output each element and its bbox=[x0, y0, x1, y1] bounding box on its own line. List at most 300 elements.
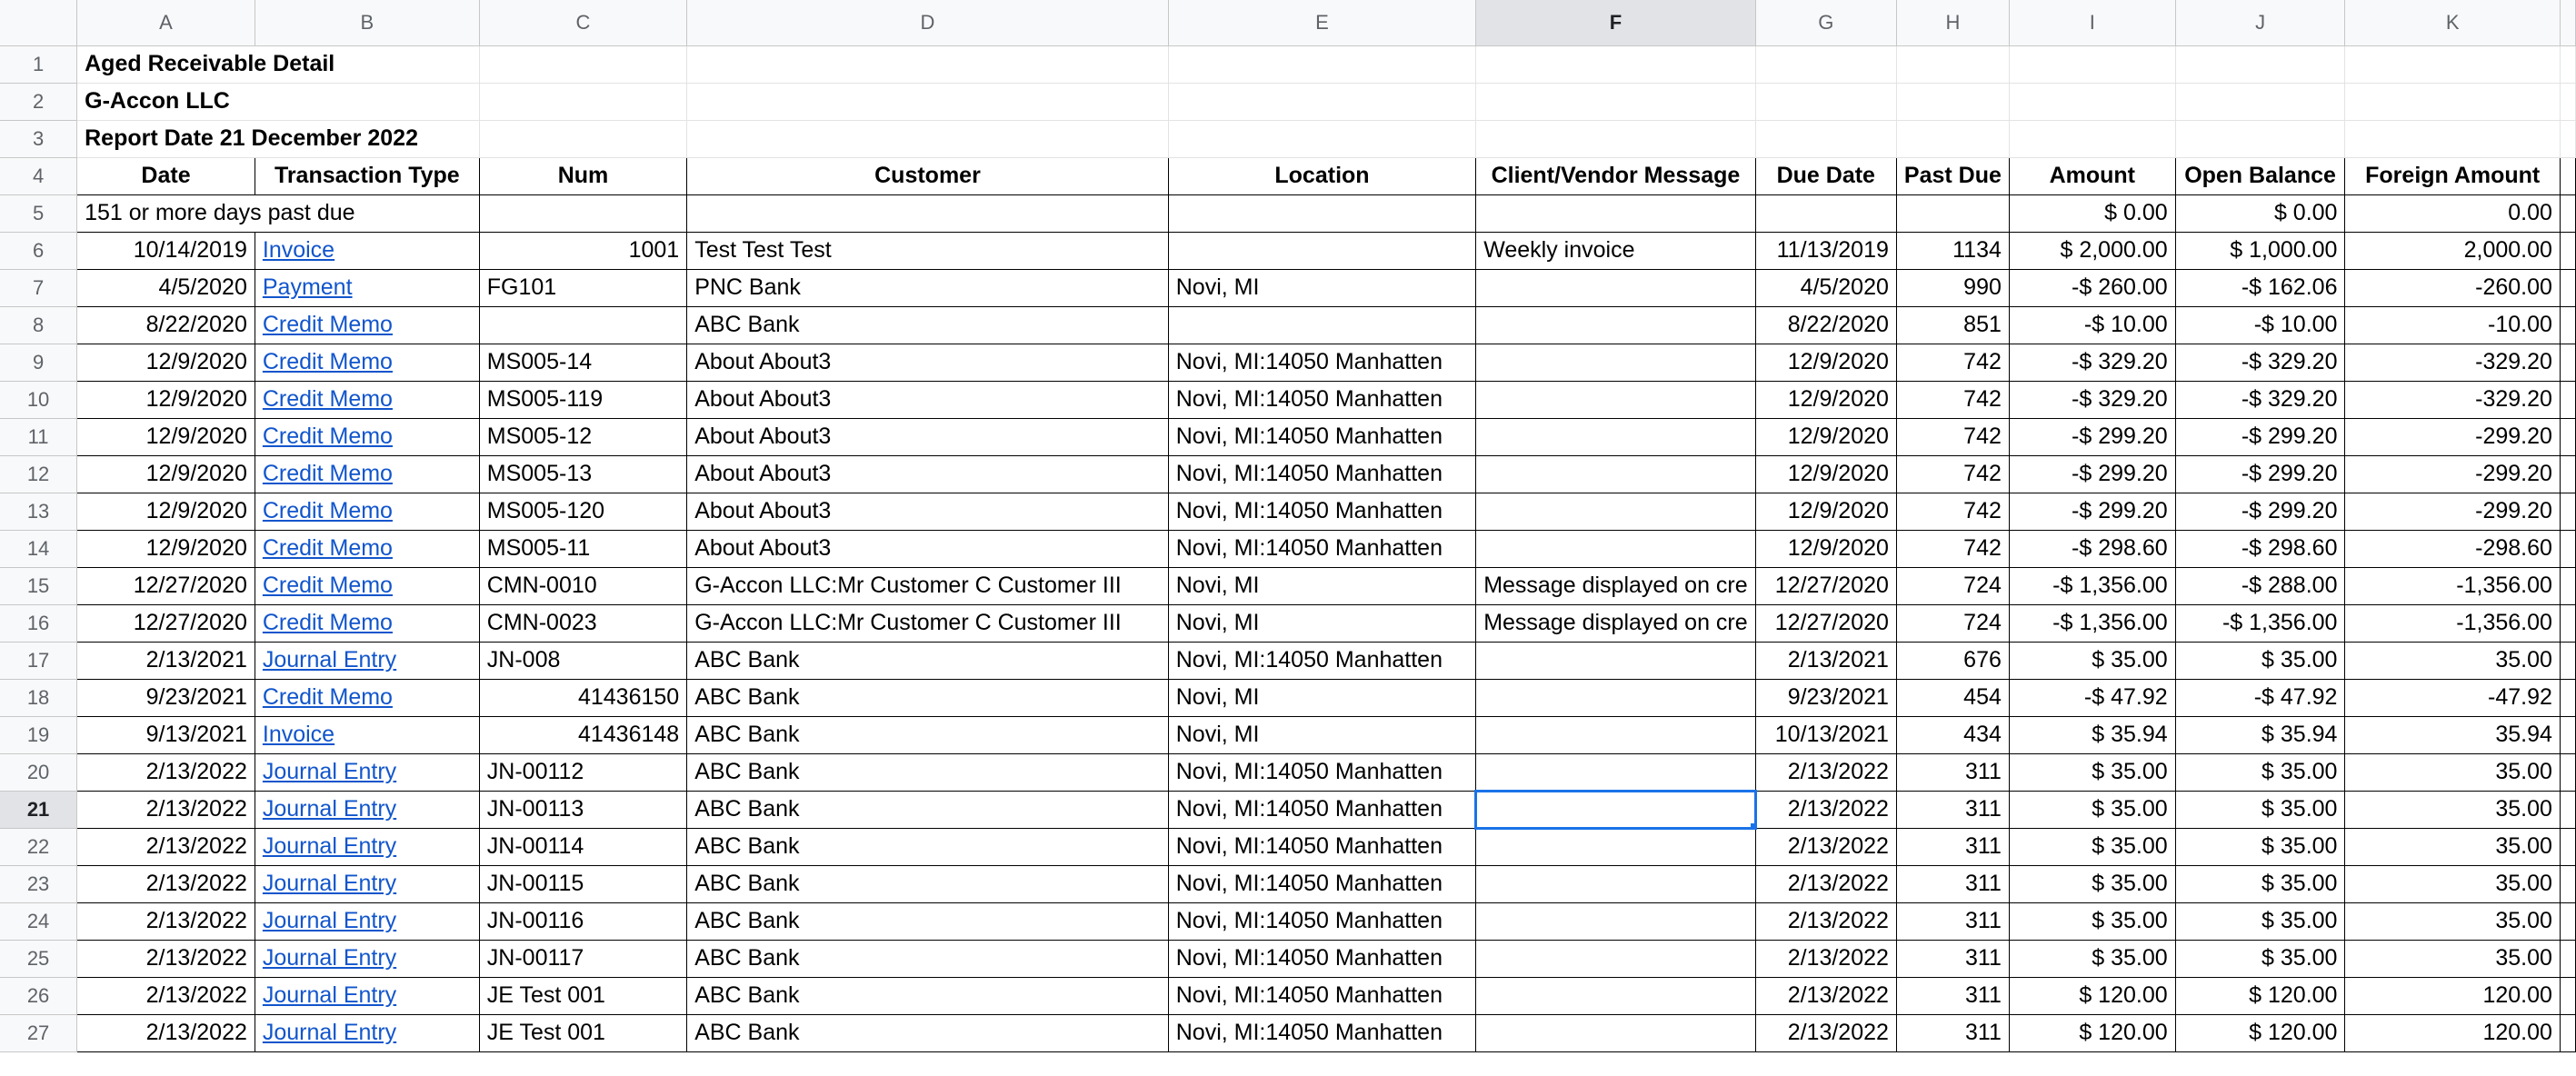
foreign-amount-cell[interactable]: 35.00 bbox=[2345, 865, 2560, 902]
message-cell[interactable] bbox=[1476, 902, 1755, 940]
open-balance-cell[interactable]: $ 35.94 bbox=[2175, 716, 2345, 753]
report-title-cell[interactable]: G-Accon LLC bbox=[77, 83, 480, 120]
past-due-cell[interactable]: 311 bbox=[1896, 977, 2009, 1014]
customer-cell[interactable]: ABC Bank bbox=[687, 306, 1169, 344]
due-date-cell[interactable]: 10/13/2021 bbox=[1755, 716, 1896, 753]
past-due-cell[interactable]: 1134 bbox=[1896, 232, 2009, 269]
message-cell[interactable] bbox=[1476, 865, 1755, 902]
location-cell[interactable]: Novi, MI:14050 Manhatten bbox=[1168, 493, 1475, 530]
open-balance-cell[interactable]: -$ 1,356.00 bbox=[2175, 604, 2345, 642]
cell[interactable] bbox=[1168, 83, 1475, 120]
customer-cell[interactable]: ABC Bank bbox=[687, 828, 1169, 865]
location-cell[interactable] bbox=[1168, 232, 1475, 269]
num-cell[interactable]: JN-00113 bbox=[479, 791, 686, 828]
past-due-cell[interactable]: 311 bbox=[1896, 865, 2009, 902]
cell[interactable] bbox=[2560, 45, 2575, 83]
date-cell[interactable]: 12/9/2020 bbox=[77, 418, 255, 455]
transaction-type-link[interactable]: Journal Entry bbox=[255, 865, 479, 902]
row-header[interactable]: 11 bbox=[0, 418, 77, 455]
date-cell[interactable]: 2/13/2021 bbox=[77, 642, 255, 679]
num-cell[interactable]: JN-008 bbox=[479, 642, 686, 679]
cell[interactable] bbox=[2560, 381, 2575, 418]
date-cell[interactable]: 12/9/2020 bbox=[77, 530, 255, 567]
transaction-type-link[interactable]: Credit Memo bbox=[255, 530, 479, 567]
transaction-type-link[interactable]: Credit Memo bbox=[255, 679, 479, 716]
header-cell[interactable]: Due Date bbox=[1755, 157, 1896, 194]
header-cell[interactable]: Past Due bbox=[1896, 157, 2009, 194]
date-cell[interactable]: 9/23/2021 bbox=[77, 679, 255, 716]
row-header[interactable]: 17 bbox=[0, 642, 77, 679]
foreign-amount-cell[interactable]: -47.92 bbox=[2345, 679, 2560, 716]
due-date-cell[interactable]: 12/9/2020 bbox=[1755, 530, 1896, 567]
row-header[interactable]: 3 bbox=[0, 120, 77, 157]
row-header[interactable]: 19 bbox=[0, 716, 77, 753]
due-date-cell[interactable]: 12/9/2020 bbox=[1755, 344, 1896, 381]
due-date-cell[interactable]: 4/5/2020 bbox=[1755, 269, 1896, 306]
due-date-cell[interactable]: 2/13/2022 bbox=[1755, 977, 1896, 1014]
customer-cell[interactable]: About About3 bbox=[687, 530, 1169, 567]
transaction-type-link[interactable]: Journal Entry bbox=[255, 940, 479, 977]
column-header-j[interactable]: J bbox=[2175, 0, 2345, 45]
header-cell[interactable]: Open Balance bbox=[2175, 157, 2345, 194]
customer-cell[interactable]: ABC Bank bbox=[687, 642, 1169, 679]
num-cell[interactable]: CMN-0023 bbox=[479, 604, 686, 642]
past-due-cell[interactable]: 990 bbox=[1896, 269, 2009, 306]
row-header[interactable]: 18 bbox=[0, 679, 77, 716]
past-due-cell[interactable]: 454 bbox=[1896, 679, 2009, 716]
num-cell[interactable]: CMN-0010 bbox=[479, 567, 686, 604]
location-cell[interactable]: Novi, MI:14050 Manhatten bbox=[1168, 344, 1475, 381]
cell[interactable] bbox=[2560, 1014, 2575, 1051]
past-due-cell[interactable]: 742 bbox=[1896, 418, 2009, 455]
column-header-h[interactable]: H bbox=[1896, 0, 2009, 45]
row-header[interactable]: 9 bbox=[0, 344, 77, 381]
message-cell[interactable] bbox=[1476, 679, 1755, 716]
open-balance-cell[interactable]: -$ 47.92 bbox=[2175, 679, 2345, 716]
date-cell[interactable]: 2/13/2022 bbox=[77, 1014, 255, 1051]
due-date-cell[interactable]: 12/27/2020 bbox=[1755, 567, 1896, 604]
customer-cell[interactable]: About About3 bbox=[687, 493, 1169, 530]
cell[interactable] bbox=[1755, 194, 1896, 232]
open-balance-cell[interactable]: -$ 10.00 bbox=[2175, 306, 2345, 344]
message-cell[interactable] bbox=[1476, 344, 1755, 381]
past-due-cell[interactable]: 742 bbox=[1896, 344, 2009, 381]
num-cell[interactable]: MS005-13 bbox=[479, 455, 686, 493]
message-cell[interactable]: Message displayed on cre bbox=[1476, 567, 1755, 604]
amount-cell[interactable]: -$ 299.20 bbox=[2009, 418, 2175, 455]
cell[interactable] bbox=[687, 83, 1169, 120]
amount-cell[interactable]: $ 35.94 bbox=[2009, 716, 2175, 753]
column-header-overflow[interactable] bbox=[2560, 0, 2575, 45]
cell[interactable] bbox=[2560, 567, 2575, 604]
message-cell[interactable] bbox=[1476, 418, 1755, 455]
amount-cell[interactable]: -$ 47.92 bbox=[2009, 679, 2175, 716]
customer-cell[interactable]: G-Accon LLC:Mr Customer C Customer III bbox=[687, 604, 1169, 642]
open-balance-cell[interactable]: $ 35.00 bbox=[2175, 753, 2345, 791]
customer-cell[interactable]: ABC Bank bbox=[687, 1014, 1169, 1051]
past-due-cell[interactable]: 311 bbox=[1896, 791, 2009, 828]
row-header[interactable]: 5 bbox=[0, 194, 77, 232]
open-balance-cell[interactable]: $ 35.00 bbox=[2175, 642, 2345, 679]
report-title-cell[interactable]: Aged Receivable Detail bbox=[77, 45, 480, 83]
due-date-cell[interactable]: 11/13/2019 bbox=[1755, 232, 1896, 269]
column-header-g[interactable]: G bbox=[1755, 0, 1896, 45]
past-due-cell[interactable]: 311 bbox=[1896, 940, 2009, 977]
header-cell-overflow[interactable] bbox=[2560, 157, 2575, 194]
message-cell[interactable] bbox=[1476, 940, 1755, 977]
num-cell[interactable]: MS005-14 bbox=[479, 344, 686, 381]
row-header[interactable]: 12 bbox=[0, 455, 77, 493]
amount-cell[interactable]: $ 35.00 bbox=[2009, 940, 2175, 977]
due-date-cell[interactable]: 2/13/2022 bbox=[1755, 791, 1896, 828]
num-cell[interactable]: JE Test 001 bbox=[479, 1014, 686, 1051]
foreign-amount-cell[interactable]: 35.00 bbox=[2345, 791, 2560, 828]
cell[interactable] bbox=[1896, 45, 2009, 83]
cell[interactable] bbox=[2560, 83, 2575, 120]
row-header[interactable]: 1 bbox=[0, 45, 77, 83]
past-due-cell[interactable]: 676 bbox=[1896, 642, 2009, 679]
header-cell[interactable]: Customer bbox=[687, 157, 1169, 194]
cell[interactable] bbox=[2560, 940, 2575, 977]
customer-cell[interactable]: ABC Bank bbox=[687, 753, 1169, 791]
amount-cell[interactable]: -$ 260.00 bbox=[2009, 269, 2175, 306]
message-cell[interactable] bbox=[1476, 306, 1755, 344]
location-cell[interactable]: Novi, MI:14050 Manhatten bbox=[1168, 791, 1475, 828]
customer-cell[interactable]: About About3 bbox=[687, 344, 1169, 381]
num-cell[interactable]: MS005-11 bbox=[479, 530, 686, 567]
date-cell[interactable]: 12/9/2020 bbox=[77, 493, 255, 530]
cell[interactable] bbox=[2560, 753, 2575, 791]
message-cell[interactable]: Message displayed on cre bbox=[1476, 604, 1755, 642]
header-cell[interactable]: Location bbox=[1168, 157, 1475, 194]
transaction-type-link[interactable]: Invoice bbox=[255, 232, 479, 269]
customer-cell[interactable]: ABC Bank bbox=[687, 902, 1169, 940]
cell[interactable] bbox=[1755, 120, 1896, 157]
num-cell[interactable]: 41436150 bbox=[479, 679, 686, 716]
active-cell[interactable] bbox=[1476, 791, 1755, 828]
num-cell[interactable]: MS005-119 bbox=[479, 381, 686, 418]
cell[interactable] bbox=[479, 45, 686, 83]
header-cell[interactable]: Client/Vendor Message bbox=[1476, 157, 1755, 194]
message-cell[interactable] bbox=[1476, 1014, 1755, 1051]
column-header-e[interactable]: E bbox=[1168, 0, 1475, 45]
transaction-type-link[interactable]: Journal Entry bbox=[255, 1014, 479, 1051]
transaction-type-link[interactable]: Credit Memo bbox=[255, 418, 479, 455]
transaction-type-link[interactable]: Payment bbox=[255, 269, 479, 306]
cell[interactable] bbox=[1476, 45, 1755, 83]
open-balance-cell[interactable]: $ 35.00 bbox=[2175, 828, 2345, 865]
num-cell[interactable]: FG101 bbox=[479, 269, 686, 306]
cell[interactable] bbox=[1755, 83, 1896, 120]
date-cell[interactable]: 2/13/2022 bbox=[77, 940, 255, 977]
column-header-f[interactable]: F bbox=[1476, 0, 1755, 45]
cell[interactable] bbox=[2009, 45, 2175, 83]
message-cell[interactable] bbox=[1476, 455, 1755, 493]
open-balance-cell[interactable]: $ 35.00 bbox=[2175, 791, 2345, 828]
cell[interactable] bbox=[479, 194, 686, 232]
due-date-cell[interactable]: 2/13/2022 bbox=[1755, 902, 1896, 940]
cell[interactable] bbox=[2560, 791, 2575, 828]
open-balance-cell[interactable]: -$ 288.00 bbox=[2175, 567, 2345, 604]
transaction-type-link[interactable]: Journal Entry bbox=[255, 977, 479, 1014]
cell[interactable] bbox=[2345, 45, 2560, 83]
message-cell[interactable] bbox=[1476, 828, 1755, 865]
cell[interactable] bbox=[2560, 828, 2575, 865]
due-date-cell[interactable]: 2/13/2022 bbox=[1755, 865, 1896, 902]
cell[interactable] bbox=[2560, 642, 2575, 679]
header-cell[interactable]: Transaction Type bbox=[255, 157, 479, 194]
row-header[interactable]: 24 bbox=[0, 902, 77, 940]
past-due-cell[interactable]: 311 bbox=[1896, 1014, 2009, 1051]
amount-cell[interactable]: $ 35.00 bbox=[2009, 828, 2175, 865]
amount-cell[interactable]: -$ 299.20 bbox=[2009, 493, 2175, 530]
cell[interactable] bbox=[2560, 455, 2575, 493]
location-cell[interactable]: Novi, MI:14050 Manhatten bbox=[1168, 1014, 1475, 1051]
past-due-cell[interactable]: 742 bbox=[1896, 381, 2009, 418]
location-cell[interactable]: Novi, MI:14050 Manhatten bbox=[1168, 828, 1475, 865]
due-date-cell[interactable]: 12/9/2020 bbox=[1755, 493, 1896, 530]
foreign-amount-cell[interactable]: -299.20 bbox=[2345, 418, 2560, 455]
foreign-amount-cell[interactable]: -329.20 bbox=[2345, 344, 2560, 381]
column-header-a[interactable]: A bbox=[77, 0, 255, 45]
amount-cell[interactable]: $ 120.00 bbox=[2009, 977, 2175, 1014]
cell[interactable] bbox=[687, 120, 1169, 157]
cell[interactable] bbox=[2009, 83, 2175, 120]
num-cell[interactable]: JN-00114 bbox=[479, 828, 686, 865]
amount-cell[interactable]: $ 2,000.00 bbox=[2009, 232, 2175, 269]
past-due-cell[interactable]: 742 bbox=[1896, 455, 2009, 493]
date-cell[interactable]: 12/9/2020 bbox=[77, 381, 255, 418]
header-cell[interactable]: Foreign Amount bbox=[2345, 157, 2560, 194]
cell[interactable] bbox=[1755, 45, 1896, 83]
date-cell[interactable]: 12/9/2020 bbox=[77, 344, 255, 381]
cell[interactable] bbox=[2560, 977, 2575, 1014]
open-balance-cell[interactable]: $ 120.00 bbox=[2175, 977, 2345, 1014]
location-cell[interactable]: Novi, MI bbox=[1168, 679, 1475, 716]
open-balance-cell[interactable]: -$ 299.20 bbox=[2175, 493, 2345, 530]
transaction-type-link[interactable]: Journal Entry bbox=[255, 791, 479, 828]
num-cell[interactable]: MS005-12 bbox=[479, 418, 686, 455]
cell[interactable] bbox=[2560, 530, 2575, 567]
cell[interactable] bbox=[2560, 269, 2575, 306]
amount-cell[interactable]: -$ 329.20 bbox=[2009, 381, 2175, 418]
row-header[interactable]: 7 bbox=[0, 269, 77, 306]
date-cell[interactable]: 9/13/2021 bbox=[77, 716, 255, 753]
row-header[interactable]: 10 bbox=[0, 381, 77, 418]
amount-cell[interactable]: -$ 10.00 bbox=[2009, 306, 2175, 344]
date-cell[interactable]: 2/13/2022 bbox=[77, 753, 255, 791]
report-title-cell[interactable]: Report Date 21 December 2022 bbox=[77, 120, 480, 157]
due-date-cell[interactable]: 12/9/2020 bbox=[1755, 455, 1896, 493]
cell[interactable] bbox=[1168, 194, 1475, 232]
num-cell[interactable]: JN-00116 bbox=[479, 902, 686, 940]
customer-cell[interactable]: ABC Bank bbox=[687, 865, 1169, 902]
location-cell[interactable]: Novi, MI:14050 Manhatten bbox=[1168, 940, 1475, 977]
due-date-cell[interactable]: 12/9/2020 bbox=[1755, 381, 1896, 418]
due-date-cell[interactable]: 2/13/2022 bbox=[1755, 1014, 1896, 1051]
column-header-k[interactable]: K bbox=[2345, 0, 2560, 45]
amount-cell[interactable]: $ 35.00 bbox=[2009, 753, 2175, 791]
cell[interactable] bbox=[1168, 120, 1475, 157]
due-date-cell[interactable]: 12/27/2020 bbox=[1755, 604, 1896, 642]
open-balance-cell[interactable]: $ 0.00 bbox=[2175, 194, 2345, 232]
foreign-amount-cell[interactable]: 35.00 bbox=[2345, 902, 2560, 940]
past-due-cell[interactable]: 724 bbox=[1896, 567, 2009, 604]
foreign-amount-cell[interactable]: -10.00 bbox=[2345, 306, 2560, 344]
customer-cell[interactable]: About About3 bbox=[687, 381, 1169, 418]
section-label-cell[interactable]: 151 or more days past due bbox=[77, 194, 480, 232]
location-cell[interactable]: Novi, MI:14050 Manhatten bbox=[1168, 977, 1475, 1014]
cell[interactable] bbox=[2175, 83, 2345, 120]
message-cell[interactable] bbox=[1476, 269, 1755, 306]
column-header-b[interactable]: B bbox=[255, 0, 479, 45]
cell[interactable] bbox=[2345, 120, 2560, 157]
row-header[interactable]: 26 bbox=[0, 977, 77, 1014]
open-balance-cell[interactable]: $ 35.00 bbox=[2175, 940, 2345, 977]
foreign-amount-cell[interactable]: 35.94 bbox=[2345, 716, 2560, 753]
row-header[interactable]: 27 bbox=[0, 1014, 77, 1051]
foreign-amount-cell[interactable]: -298.60 bbox=[2345, 530, 2560, 567]
location-cell[interactable] bbox=[1168, 306, 1475, 344]
column-header-d[interactable]: D bbox=[687, 0, 1169, 45]
row-header[interactable]: 14 bbox=[0, 530, 77, 567]
transaction-type-link[interactable]: Journal Entry bbox=[255, 642, 479, 679]
transaction-type-link[interactable]: Journal Entry bbox=[255, 902, 479, 940]
due-date-cell[interactable]: 9/23/2021 bbox=[1755, 679, 1896, 716]
cell[interactable] bbox=[2560, 865, 2575, 902]
location-cell[interactable]: Novi, MI bbox=[1168, 567, 1475, 604]
amount-cell[interactable]: -$ 298.60 bbox=[2009, 530, 2175, 567]
num-cell[interactable]: 41436148 bbox=[479, 716, 686, 753]
cell[interactable] bbox=[2560, 604, 2575, 642]
row-header[interactable]: 4 bbox=[0, 157, 77, 194]
num-cell[interactable]: JN-00115 bbox=[479, 865, 686, 902]
amount-cell[interactable]: -$ 299.20 bbox=[2009, 455, 2175, 493]
foreign-amount-cell[interactable]: 35.00 bbox=[2345, 642, 2560, 679]
location-cell[interactable]: Novi, MI bbox=[1168, 604, 1475, 642]
location-cell[interactable]: Novi, MI bbox=[1168, 716, 1475, 753]
row-header[interactable]: 20 bbox=[0, 753, 77, 791]
amount-cell[interactable]: -$ 329.20 bbox=[2009, 344, 2175, 381]
message-cell[interactable] bbox=[1476, 753, 1755, 791]
customer-cell[interactable]: About About3 bbox=[687, 455, 1169, 493]
transaction-type-link[interactable]: Invoice bbox=[255, 716, 479, 753]
customer-cell[interactable]: ABC Bank bbox=[687, 940, 1169, 977]
column-header-i[interactable]: I bbox=[2009, 0, 2175, 45]
row-header[interactable]: 25 bbox=[0, 940, 77, 977]
message-cell[interactable] bbox=[1476, 716, 1755, 753]
date-cell[interactable]: 4/5/2020 bbox=[77, 269, 255, 306]
cell[interactable] bbox=[479, 83, 686, 120]
num-cell[interactable]: 1001 bbox=[479, 232, 686, 269]
foreign-amount-cell[interactable]: 0.00 bbox=[2345, 194, 2560, 232]
amount-cell[interactable]: $ 35.00 bbox=[2009, 791, 2175, 828]
cell[interactable] bbox=[2560, 679, 2575, 716]
customer-cell[interactable]: ABC Bank bbox=[687, 977, 1169, 1014]
amount-cell[interactable]: $ 35.00 bbox=[2009, 902, 2175, 940]
header-cell[interactable]: Date bbox=[77, 157, 255, 194]
cell[interactable] bbox=[2560, 902, 2575, 940]
cell[interactable] bbox=[479, 120, 686, 157]
transaction-type-link[interactable]: Credit Memo bbox=[255, 493, 479, 530]
due-date-cell[interactable]: 2/13/2021 bbox=[1755, 642, 1896, 679]
open-balance-cell[interactable]: -$ 299.20 bbox=[2175, 455, 2345, 493]
date-cell[interactable]: 12/27/2020 bbox=[77, 567, 255, 604]
message-cell[interactable] bbox=[1476, 977, 1755, 1014]
due-date-cell[interactable]: 2/13/2022 bbox=[1755, 940, 1896, 977]
foreign-amount-cell[interactable]: 35.00 bbox=[2345, 753, 2560, 791]
open-balance-cell[interactable]: -$ 299.20 bbox=[2175, 418, 2345, 455]
due-date-cell[interactable]: 2/13/2022 bbox=[1755, 753, 1896, 791]
cell[interactable] bbox=[2560, 418, 2575, 455]
message-cell[interactable] bbox=[1476, 642, 1755, 679]
column-header-c[interactable]: C bbox=[479, 0, 686, 45]
row-header[interactable]: 22 bbox=[0, 828, 77, 865]
num-cell[interactable]: JN-00117 bbox=[479, 940, 686, 977]
location-cell[interactable]: Novi, MI:14050 Manhatten bbox=[1168, 455, 1475, 493]
cell[interactable] bbox=[1896, 120, 2009, 157]
cell[interactable] bbox=[1896, 83, 2009, 120]
foreign-amount-cell[interactable]: -1,356.00 bbox=[2345, 604, 2560, 642]
date-cell[interactable]: 2/13/2022 bbox=[77, 828, 255, 865]
past-due-cell[interactable]: 311 bbox=[1896, 753, 2009, 791]
location-cell[interactable]: Novi, MI:14050 Manhatten bbox=[1168, 381, 1475, 418]
past-due-cell[interactable]: 311 bbox=[1896, 902, 2009, 940]
cell[interactable] bbox=[2560, 716, 2575, 753]
cell[interactable] bbox=[2560, 344, 2575, 381]
customer-cell[interactable]: ABC Bank bbox=[687, 679, 1169, 716]
amount-cell[interactable]: $ 0.00 bbox=[2009, 194, 2175, 232]
cell[interactable] bbox=[2345, 83, 2560, 120]
num-cell[interactable] bbox=[479, 306, 686, 344]
due-date-cell[interactable]: 8/22/2020 bbox=[1755, 306, 1896, 344]
cell[interactable] bbox=[2560, 120, 2575, 157]
past-due-cell[interactable]: 311 bbox=[1896, 828, 2009, 865]
open-balance-cell[interactable]: -$ 329.20 bbox=[2175, 344, 2345, 381]
transaction-type-link[interactable]: Credit Memo bbox=[255, 381, 479, 418]
transaction-type-link[interactable]: Credit Memo bbox=[255, 567, 479, 604]
past-due-cell[interactable]: 742 bbox=[1896, 493, 2009, 530]
location-cell[interactable]: Novi, MI:14050 Manhatten bbox=[1168, 530, 1475, 567]
foreign-amount-cell[interactable]: -299.20 bbox=[2345, 493, 2560, 530]
cell[interactable] bbox=[1476, 120, 1755, 157]
date-cell[interactable]: 2/13/2022 bbox=[77, 865, 255, 902]
message-cell[interactable] bbox=[1476, 530, 1755, 567]
customer-cell[interactable]: About About3 bbox=[687, 418, 1169, 455]
customer-cell[interactable]: ABC Bank bbox=[687, 791, 1169, 828]
num-cell[interactable]: MS005-120 bbox=[479, 493, 686, 530]
message-cell[interactable]: Weekly invoice bbox=[1476, 232, 1755, 269]
location-cell[interactable]: Novi, MI:14050 Manhatten bbox=[1168, 642, 1475, 679]
customer-cell[interactable]: ABC Bank bbox=[687, 716, 1169, 753]
cell[interactable] bbox=[687, 45, 1169, 83]
num-cell[interactable]: JE Test 001 bbox=[479, 977, 686, 1014]
cell[interactable] bbox=[1476, 83, 1755, 120]
open-balance-cell[interactable]: -$ 162.06 bbox=[2175, 269, 2345, 306]
open-balance-cell[interactable]: $ 35.00 bbox=[2175, 865, 2345, 902]
amount-cell[interactable]: $ 35.00 bbox=[2009, 865, 2175, 902]
amount-cell[interactable]: -$ 1,356.00 bbox=[2009, 567, 2175, 604]
open-balance-cell[interactable]: $ 120.00 bbox=[2175, 1014, 2345, 1051]
foreign-amount-cell[interactable]: 120.00 bbox=[2345, 977, 2560, 1014]
location-cell[interactable]: Novi, MI:14050 Manhatten bbox=[1168, 865, 1475, 902]
location-cell[interactable]: Novi, MI:14050 Manhatten bbox=[1168, 753, 1475, 791]
cell[interactable] bbox=[1476, 194, 1755, 232]
transaction-type-link[interactable]: Credit Memo bbox=[255, 604, 479, 642]
row-header[interactable]: 21 bbox=[0, 791, 77, 828]
cell[interactable] bbox=[1896, 194, 2009, 232]
row-header[interactable]: 13 bbox=[0, 493, 77, 530]
